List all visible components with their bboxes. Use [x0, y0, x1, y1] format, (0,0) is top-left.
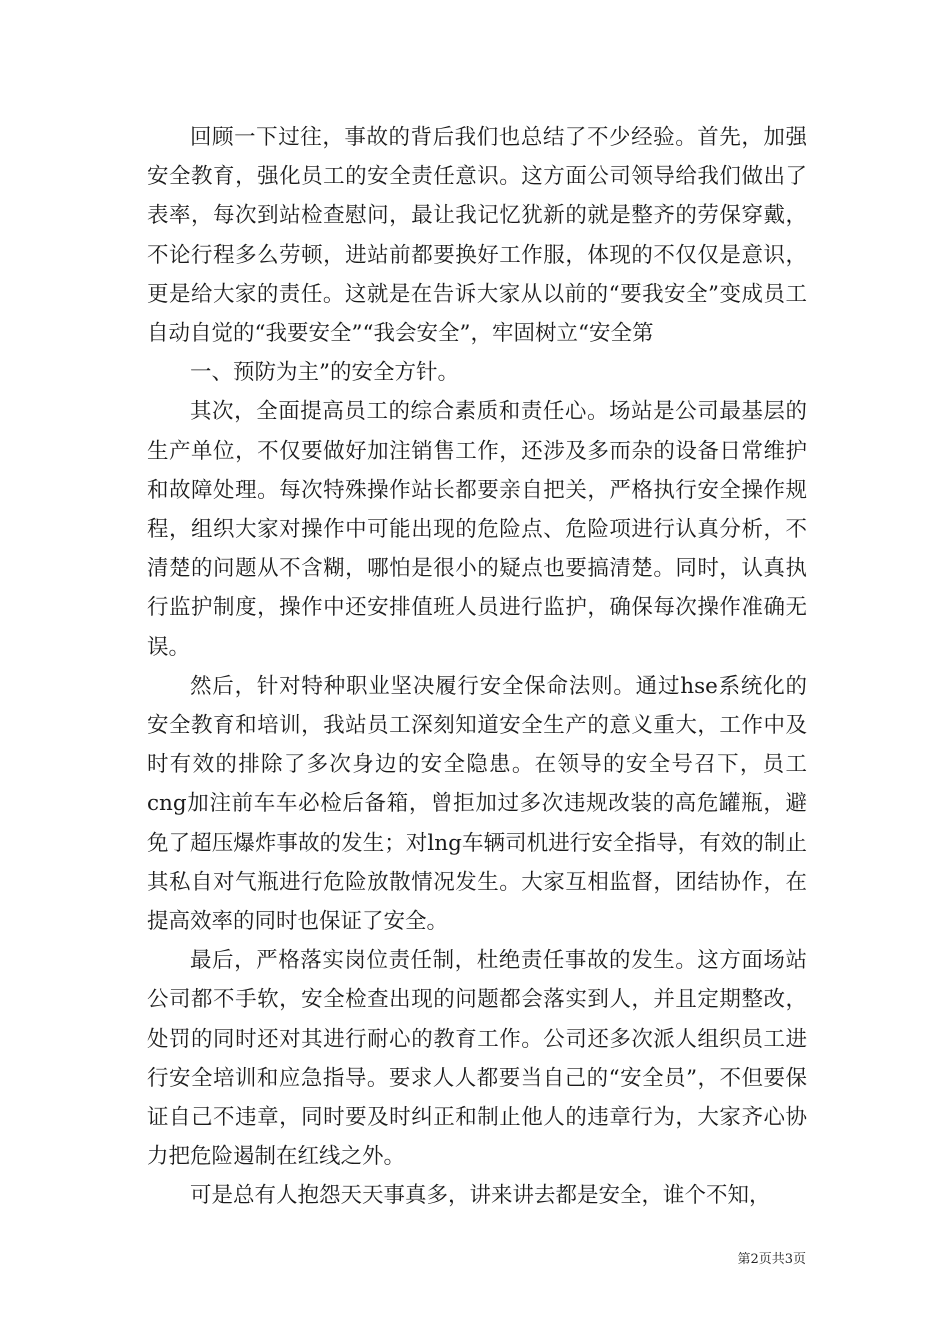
body-text [147, 118, 807, 1216]
paragraph-4: 然后，针对特种职业坚决履行安全保命法则。通过hse系统化的安全教育和培训，我站员工深刻知道安全生产的意义重大，工作中及时有效的排除了多次身边的安全隐患。在领导的安全号召下，员工cng加注前车车必检后备箱，曾拒加过多次违规改装的高危罐瓶，避免了超压爆炸事故的发生；对lng车辆司机进行安全指导，有效的制止其私自对气瓶进行危险放散情况发生。大家互相监督，团结协作，在提高效率的同时也保证了安全。 [147, 673, 807, 935]
page-number-footer: 第2页共3页 [737, 1252, 806, 1267]
paragraph-3: 其次，全面提高员工的综合素质和责任心。场站是公司最基层的生产单位，不仅要做好加注销售工作，还涉及多而杂的设备日常维护和故障处理。每次特殊操作站长都要亲自把关，严格执行安全操作规程，组织大家对操作中可能出现的危险点、危险项进行认真分析，不清楚的问题从不含糊，哪怕是很小的疑点也要搞清楚。同时，认真执行监护制度，操作中还安排值班人员进行监护，确保每次操作准确无误。 [147, 399, 807, 660]
paragraph-5: 最后，严格落实岗位责任制，杜绝责任事故的发生。这方面场站公司都不手软，安全检查出现的问题都会落实到人，并且定期整改，处罚的同时还对其进行耐心的教育工作。公司还多次派人组织员工进行安全培训和应急指导。要求人人都要当自己的“安全员”，不但要保证自己不违章，同时要及时纠正和制止他人的违章行为，大家齐心协力把危险遏制在红线之外。 [147, 948, 807, 1170]
paragraph-2: 一、预防为主”的安全方针。 [190, 360, 459, 386]
paragraph-1: 回顾一下过往，事故的背后我们也总结了不少经验。首先，加强安全教育，强化员工的安全责任意识。这方面公司领导给我们做出了表率，每次到站检查慰问，最让我记忆犹新的就是整齐的劳保穿戴，不论行程多么劳顿，进站前都要换好工作服，体现的不仅仅是意识，更是给大家的责任。这就是在告诉大家从以前的“要我安全”变成员工自动自觉的“我要安全”“我会安全”，牢固树立“安全第 [147, 125, 807, 347]
paragraph-6: 可是总有人抱怨天天事真多，讲来讲去都是安全，谁个不知， [190, 1183, 771, 1209]
